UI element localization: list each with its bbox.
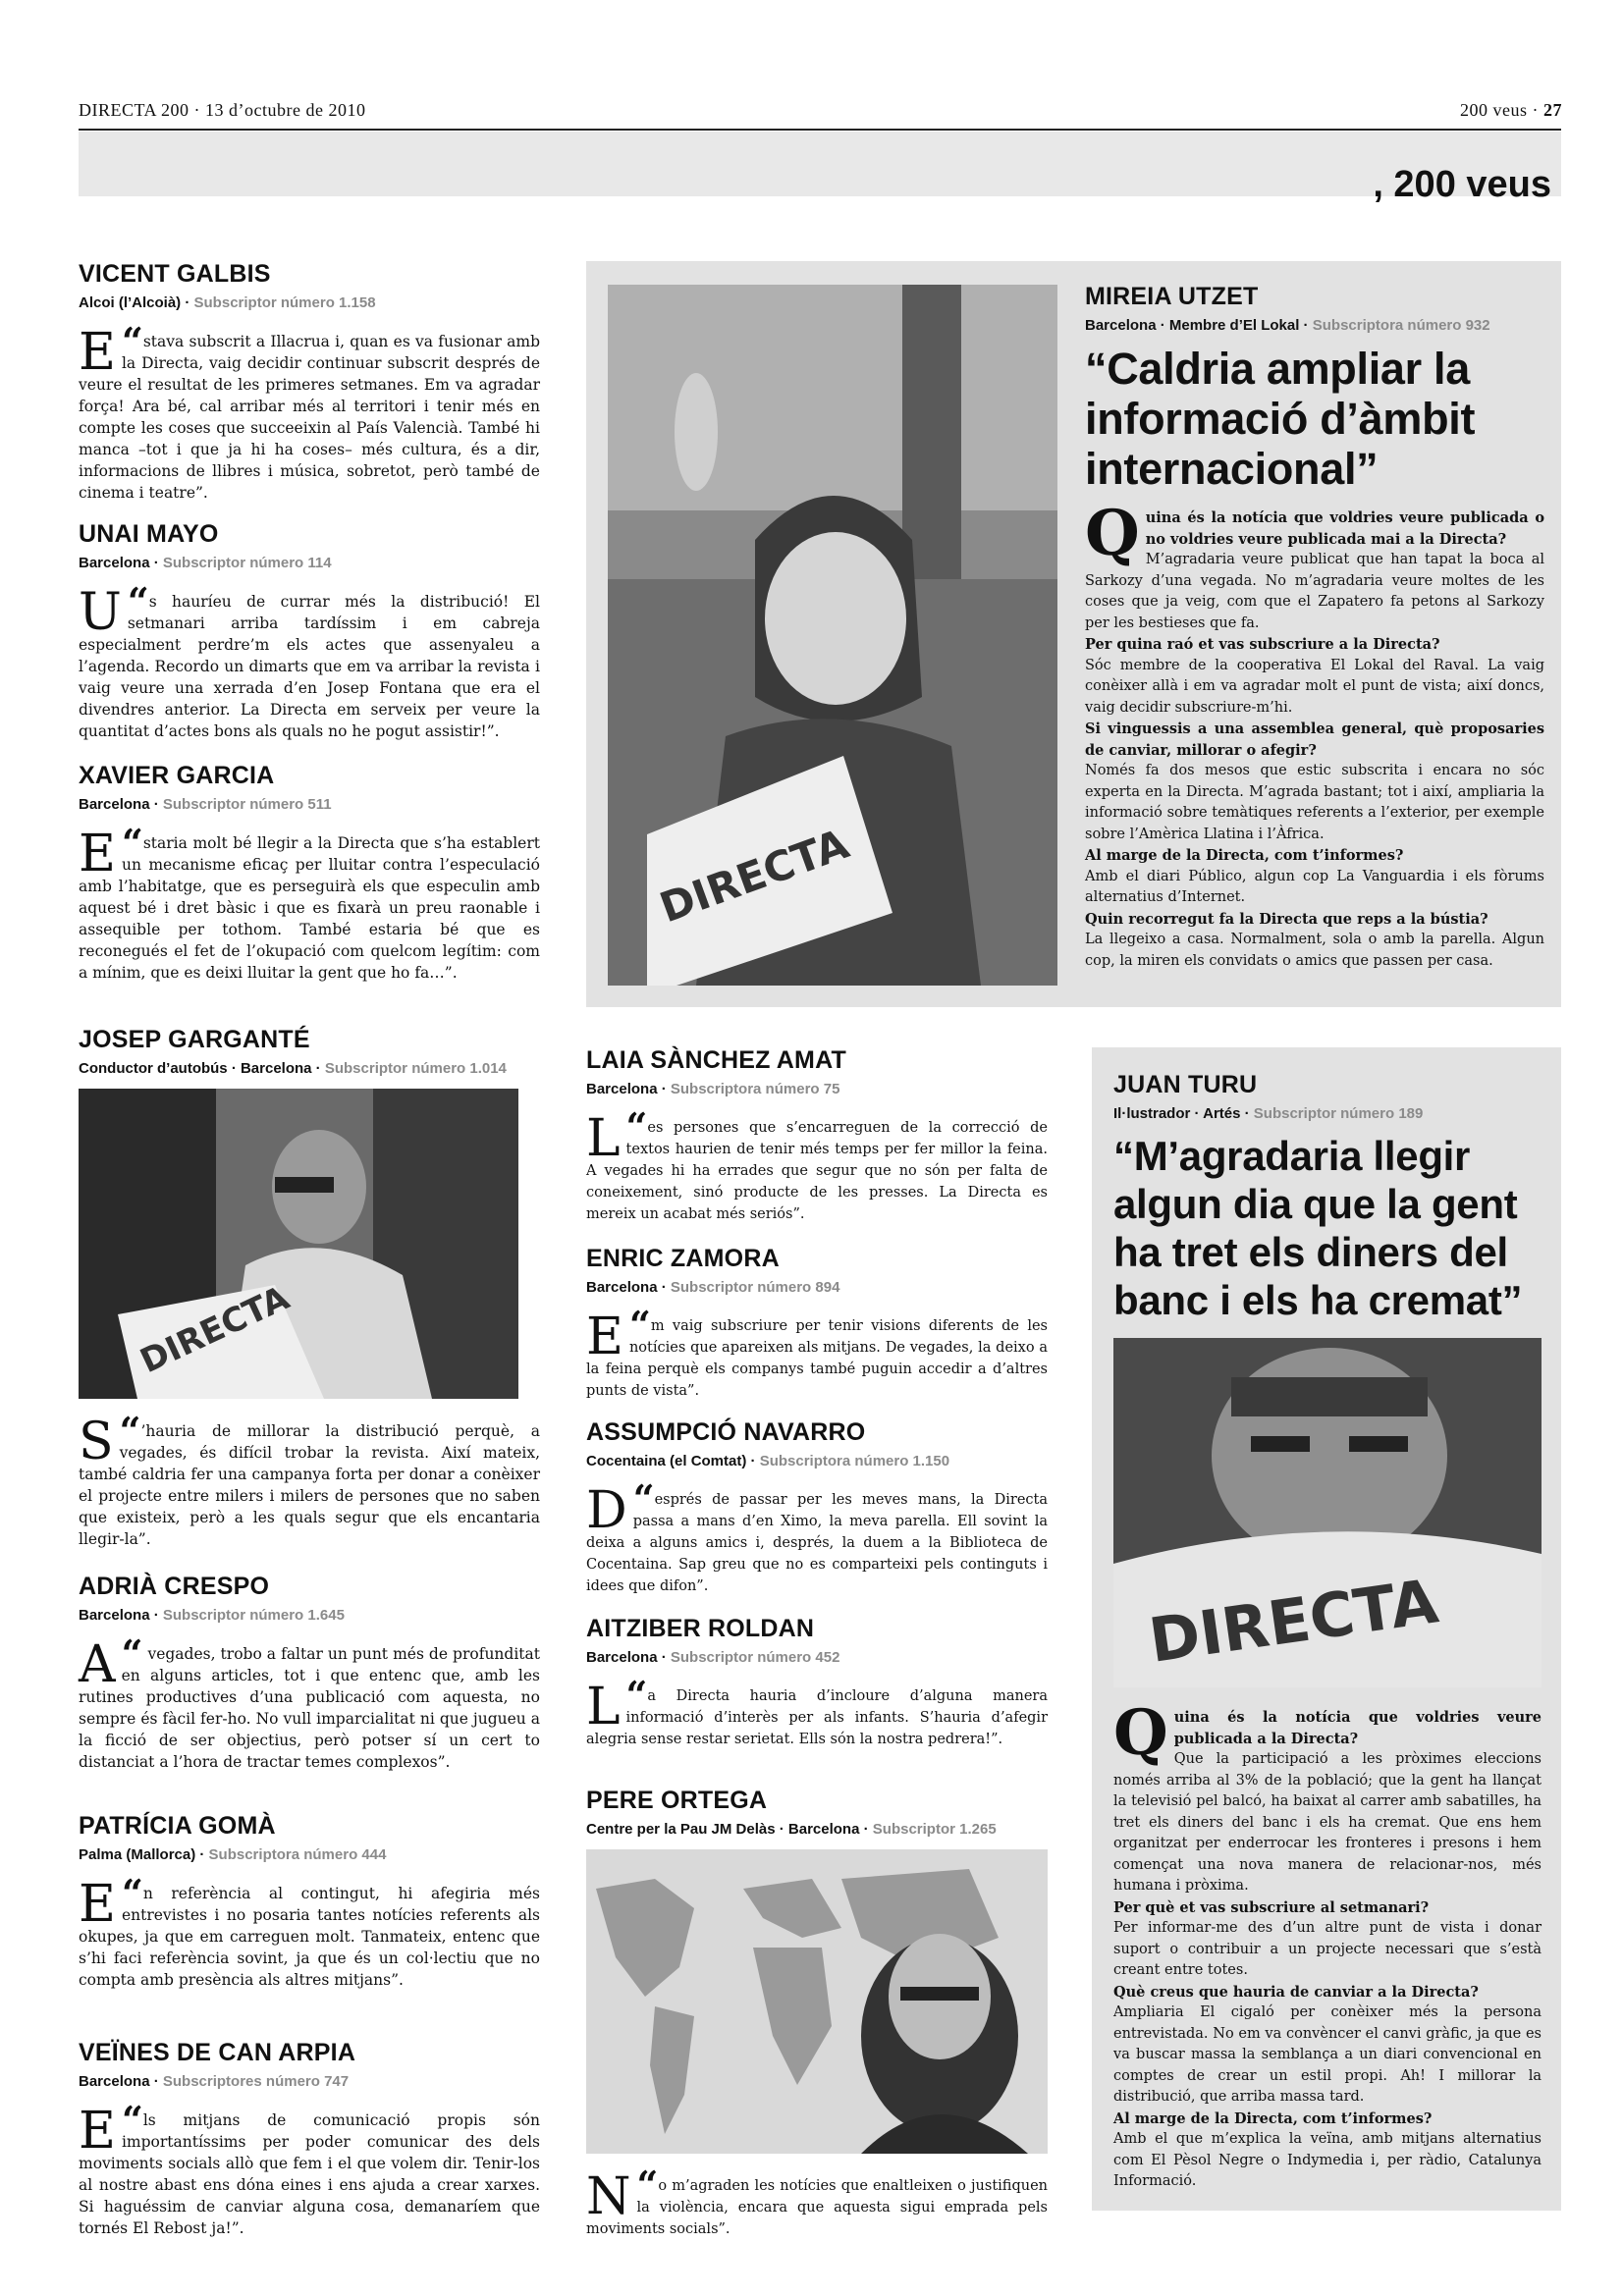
quote-text	[586, 1303, 1048, 1402]
drop-cap: E	[586, 1308, 623, 1366]
testimonial-adria	[79, 1573, 540, 1773]
meta-location: Barcelona ·	[586, 1081, 671, 1097]
testimonial-veines	[79, 2039, 540, 2239]
person-meta	[1085, 317, 1544, 334]
quote-text	[586, 1476, 1048, 1597]
open-quote-mark: “	[625, 1104, 648, 1148]
meta-location: Centre per la Pau JM Delàs · Barcelona ·	[586, 1821, 873, 1838]
drop-cap: E	[79, 2102, 116, 2161]
person-meta	[586, 1453, 1048, 1469]
photo-josep-reading	[79, 1089, 518, 1399]
person-name: ENRIC ZAMORA	[586, 1245, 780, 1272]
person-name: PERE ORTEGA	[586, 1787, 768, 1814]
running-header-right	[1460, 100, 1562, 121]
meta-location: Barcelona ·	[586, 1649, 671, 1666]
person-meta	[79, 294, 540, 311]
quote-text	[586, 2163, 1048, 2240]
question: Al marge de la Directa, com t’informes?	[1113, 2109, 1433, 2127]
header-rule	[79, 129, 1561, 131]
feature-box-mireia	[586, 261, 1561, 1007]
open-quote-mark: “	[636, 2163, 659, 2207]
answer: Que la participació a les pròximes eleccions només arriba al 3% de la població; que la gent ha llançat la televisió pel balcó, ha baixat al carrer amb sabatilles, ha tret els diners del banc i els ha cremat. Que ens hem organitzat per enderrocar les fronteres i presons i hem començat una nova manera de relacionar-nos, més humana i pròxima.	[1113, 1751, 1542, 1894]
testimonial-pere	[586, 1787, 1048, 2240]
quote-body: stava subscrit a Illacrua i, quan es va fusionar amb la Directa, vaig decidir continuar subscrit després de veure el resultat de les primeres setmanes. Em va agradar força! Ara bé, cal arribar més al territori i tenir més en compte les coses que succeeixin al País Valencià. També hi manca –tot i que ja hi ha coses– més cultura, és a dir, informacions de llibres i música, sobretot, però també de cinema i teatre”.	[79, 333, 540, 502]
drop-cap: Q	[1085, 497, 1140, 570]
open-quote-mark: “	[121, 1871, 143, 1915]
person-meta	[586, 1081, 1048, 1097]
quote-body: a Directa hauria d’incloure d’alguna manera informació d’interès per als infants. S’hauria d’afegir alegria sense restar serietat. Ells són la nostra pedrera!”.	[586, 1688, 1048, 1747]
drop-cap: S	[79, 1413, 114, 1471]
drop-cap: D	[586, 1481, 627, 1540]
person-meta	[1113, 1105, 1542, 1122]
person-name: AITZIBER ROLDAN	[586, 1615, 815, 1642]
drop-cap: U	[79, 583, 122, 642]
drop-cap: Q	[1113, 1696, 1168, 1770]
svg-text:DIRECTA: DIRECTA	[1144, 1565, 1442, 1677]
meta-location: Barcelona · Membre d’El Lokal ·	[1085, 317, 1313, 334]
open-quote-mark: “	[121, 821, 143, 865]
meta-subscriber: Subscriptor número 114	[162, 555, 332, 571]
meta-location: Barcelona ·	[586, 1279, 671, 1296]
question-text: uina és la notícia que voldries veure publicada a la Directa?	[1173, 1709, 1542, 1747]
person-name: UNAI MAYO	[79, 520, 219, 548]
person-meta	[79, 1607, 540, 1624]
drop-cap: N	[586, 2167, 631, 2226]
person-name: ADRIÀ CRESPO	[79, 1573, 270, 1600]
question	[1113, 1696, 1542, 1770]
quote-body: es persones que s’encarreguen de la correcció de textos haurien de tenir més temps per fer millor la feina. A vegades hi ha errades que segur que no són per falta de coneixement, sinó producte de les presses. La Directa es mereix un acabat més seriós”.	[586, 1120, 1048, 1222]
open-quote-mark: “	[121, 2098, 143, 2142]
quote-text	[79, 2098, 540, 2239]
person-name: JUAN TURU	[1113, 1071, 1258, 1098]
open-quote-mark: “	[127, 579, 149, 623]
quote-text	[79, 821, 540, 984]
meta-location: Barcelona ·	[79, 555, 163, 571]
answer: Sóc membre de la cooperativa El Lokal del Raval. La vaig conèixer allà i em va agradar molt el punt de vista; així doncs, vaig decidir subscriure-m’hi.	[1085, 657, 1544, 716]
open-quote-mark: “	[119, 1409, 141, 1453]
quote-body: s hauríeu de currar més la distribució! El setmanari arriba tardíssim i em cabreja especialment perdre’m els actes que assenyaleu a l’agenda. Recordo un dimarts que em va arribar la revista i vaig veure una xerrada d’en Josep Fontana que era el divendres anterior. La Directa em serveix per veure la quantitat d’actes bons als quals no he pogut assistir!”.	[79, 593, 540, 740]
person-meta	[79, 555, 540, 571]
testimonial-assumpcio	[586, 1418, 1048, 1597]
answer: Ampliaria El cigaló per conèixer més la persona entrevistada. No em va convèncer el canvi gràfic, ja que es va buscar massa la semblança a un diari convencional en comptes de crear un estil propi. Ah! I millorar la distribució, que arriba massa tard.	[1113, 2004, 1542, 2105]
quote-text	[79, 1409, 540, 1550]
meta-subscriber: Subscriptor número 894	[670, 1279, 840, 1296]
meta-location: Cocentaina (el Comtat) ·	[586, 1453, 760, 1469]
quote-body: esprés de passar per les meves mans, la Directa passa a mans d’en Ximo, la meva parella. Ell sovint la deixa a alguns amics i, després, la duem a la Biblioteca de Cocentaina. Sap greu que no es comparteixi pels continguts i idees que difon”.	[586, 1492, 1048, 1594]
person-name: VEÏNES DE CAN ARPIA	[79, 2039, 356, 2066]
meta-subscriber: Subscriptor número 511	[162, 796, 332, 813]
person-meta	[586, 1649, 1048, 1666]
meta-subscriber: Subscriptor 1.265	[872, 1821, 997, 1838]
quote-body: ’hauria de millorar la distribució perquè, a vegades, és difícil trobar la revista. Així mateix, també caldria fer una campanya forta per donar a conèixer el projecte entre milers i milers de persones que no saben que existeix, però a les quals segur que els encantaria llegir-la”.	[79, 1422, 540, 1548]
person-name: MIREIA UTZET	[1085, 283, 1259, 310]
person-name: JOSEP GARGANTÉ	[79, 1026, 310, 1053]
open-quote-mark: “	[121, 1631, 143, 1676]
quote-text	[79, 319, 540, 504]
drop-cap: E	[79, 825, 116, 883]
meta-location: Palma (Mallorca) ·	[79, 1846, 209, 1863]
answer: Per informar-me des d’un altre punt de vista i donar suport o contribuir a un projecte necessari que s’està creant entre totes.	[1113, 1920, 1542, 1978]
drop-cap: E	[79, 1875, 116, 1934]
quote-body: vegades, trobo a faltar un punt més de profunditat en alguns articles, tot i que entenc que, amb les rutines productives d’una publicació com aquesta, no sempre és fàcil fer-ho. No vull imparcialitat ni que jugueu a la ficció de ser objectius, però potser sí un cert to distanciat a l’hora de tractar temes complexos”.	[79, 1645, 540, 1771]
question	[1085, 497, 1544, 570]
quote-text	[586, 1673, 1048, 1750]
quote-body: ls mitjans de comunicació propis són importantíssims per poder comunicar des dels moviments socials allò que fem i el que volem dir. Tenir-los al nostre abast ens dóna eines i ens ajuda a crear xarxes. Si haguéssim de canviar alguna cosa, demanaríem que tornés El Rebost ja!”.	[79, 2111, 540, 2237]
headline-quote: “Caldria ampliar la informació d’àmbit internacional”	[1085, 344, 1476, 494]
answer: Amb el diari Público, algun cop La Vanguardia i els fòrums alternatius d’Internet.	[1085, 868, 1544, 905]
headline-quote: “M’agradaria llegir algun dia que la gent ha tret els diners del banc i els ha cremat”	[1113, 1133, 1523, 1323]
meta-subscriber: Subscriptor número 452	[670, 1649, 840, 1666]
quote-text	[79, 579, 540, 742]
meta-location: Barcelona ·	[79, 796, 163, 813]
quote-text	[586, 1104, 1048, 1225]
running-header-left: DIRECTA 200 · 13 d’octubre de 2010	[79, 100, 366, 120]
photo-juan-reading	[1113, 1338, 1542, 1687]
page-number: 27	[1543, 100, 1562, 120]
feature-box-juan	[1092, 1047, 1561, 2211]
meta-subscriber: Subscriptora número 444	[208, 1846, 387, 1863]
meta-location: Il·lustrador · Artés ·	[1113, 1105, 1254, 1122]
section-label: 200 veus ·	[1460, 100, 1543, 120]
section-title: , 200 veus	[1373, 164, 1551, 205]
person-meta	[79, 2073, 540, 2090]
meta-subscriber: Subscriptor número 1.158	[193, 294, 376, 311]
answer: La llegeixo a casa. Normalment, sola o amb la parella. Algun cop, la miren els convidats o amics que passen per casa.	[1085, 932, 1544, 969]
interview-juan	[1113, 1071, 1542, 2193]
interview-text	[1085, 497, 1544, 972]
meta-location: Conductor d’autobús · Barcelona ·	[79, 1060, 325, 1077]
photo-pere-world-map	[586, 1849, 1048, 2154]
meta-subscriber: Subscriptor número 1.645	[162, 1607, 345, 1624]
testimonial-unai	[79, 520, 540, 742]
photo-mireia	[608, 285, 1057, 986]
person-meta	[79, 1060, 540, 1077]
quote-body: n referència al contingut, hi afegiria més entrevistes i no posaria tantes notícies referents als okupes, ja que em carreguen molt. Tanmateix, entenc que s’hi faci referència sovint, ja que és un col·lectiu que no compta amb presència als altres mitjans”.	[79, 1885, 540, 1989]
drop-cap: L	[586, 1678, 621, 1736]
answer: M’agradaria veure publicat que han tapat la boca al Sarkozy d’una vegada. No m’agradaria veure moltes de les coses que ja veig, com que el Zapatero fa petons al Sarkozy per les bestieses que fa.	[1085, 552, 1544, 631]
person-name: LAIA SÀNCHEZ AMAT	[586, 1046, 846, 1074]
quote-body: staria molt bé llegir a la Directa que s’ha establert un mecanisme eficaç per lluitar contra l’especulació amb l’habitatge, que es perseguirà els que especulin amb aquest bé i dret bàsic i que es fixarà un preu raonable i assequible per tothom. També estaria bé que es reconegués el fet de l’okupació com quelcom legítim: com a mínim, que es deixi lluitar la gent que ho fa…”.	[79, 834, 540, 982]
testimonial-patricia	[79, 1812, 540, 1991]
question: Al marge de la Directa, com t’informes?	[1085, 847, 1404, 864]
meta-subscriber: Subscriptores número 747	[162, 2073, 350, 2090]
svg-text:DIRECTA: DIRECTA	[134, 1278, 296, 1382]
question: Per què et vas subscriure al setmanari?	[1113, 1898, 1430, 1916]
person-name: ASSUMPCIÓ NAVARRO	[586, 1418, 866, 1446]
open-quote-mark: “	[628, 1303, 651, 1347]
person-meta	[79, 1846, 540, 1863]
meta-location: Barcelona ·	[79, 2073, 163, 2090]
testimonial-josep	[79, 1026, 540, 1550]
testimonial-laia	[586, 1046, 1048, 1225]
person-meta	[79, 796, 540, 813]
meta-subscriber: Subscriptor número 1.014	[324, 1060, 507, 1077]
person-name: PATRÍCIA GOMÀ	[79, 1812, 276, 1840]
answer: Només fa dos mesos que estic subscrita i encara no sóc experta en la Directa. M’agrada bastant; tot i així, ampliaria la informació sobre temàtiques referents a l’exterior, per exemple sobre l’Amèrica Llatina i l’Àfrica.	[1085, 763, 1544, 842]
answer: Amb el que m’explica la veïna, amb mitjans alternatius com El Pèsol Negre o Indymedia i, per ràdio, Catalunya Informació.	[1113, 2131, 1542, 2189]
person-name: XAVIER GARCIA	[79, 762, 275, 789]
meta-location: Barcelona ·	[79, 1607, 163, 1624]
meta-location: Alcoi (l’Alcoià) ·	[79, 294, 194, 311]
section-banner	[79, 132, 1561, 205]
testimonial-aitziber	[586, 1615, 1048, 1750]
meta-subscriber: Subscriptora número 932	[1312, 317, 1490, 334]
meta-subscriber: Subscriptora número 75	[670, 1081, 840, 1097]
drop-cap: E	[79, 323, 116, 382]
svg-text:DIRECTA: DIRECTA	[653, 819, 855, 933]
person-name: VICENT GALBIS	[79, 260, 271, 288]
quote-text	[79, 1631, 540, 1773]
interview-mireia	[1085, 283, 1544, 972]
drop-cap: A	[79, 1635, 116, 1694]
testimonial-xavier	[79, 762, 540, 984]
open-quote-mark: “	[121, 319, 143, 363]
question: Què creus que hauria de canviar a la Directa?	[1113, 1983, 1479, 2001]
person-meta	[586, 1821, 1048, 1838]
meta-subscriber: Subscriptora número 1.150	[759, 1453, 950, 1469]
quote-text	[79, 1871, 540, 1991]
testimonial-vicent	[79, 260, 540, 504]
testimonial-enric	[586, 1245, 1048, 1402]
person-meta	[586, 1279, 1048, 1296]
question: Quin recorregut fa la Directa que reps a la bústia?	[1085, 910, 1488, 928]
drop-cap: L	[586, 1109, 621, 1168]
quote-body: o m’agraden les notícies que enaltleixen o justifiquen la violència, encara que aquesta sigui emprada pels moviments socials”.	[586, 2178, 1048, 2237]
open-quote-mark: “	[625, 1673, 648, 1717]
quote-body: m vaig subscriure per tenir visions diferents de les notícies que apareixen als mitjans. De vegades, la deixo a la feina perquè els companys també puguin accedir a d’altres punts de vista”.	[586, 1318, 1048, 1399]
question-text: uina és la notícia que voldries veure publicada o no voldries veure publicada mai a la Directa?	[1145, 509, 1544, 548]
meta-subscriber: Subscriptor número 189	[1253, 1105, 1424, 1122]
interview-text	[1113, 1696, 1542, 2193]
question: Si vinguessis a una assemblea general, què proposaries de canviar, millorar o afegir?	[1085, 721, 1544, 759]
open-quote-mark: “	[632, 1476, 655, 1521]
question: Per quina raó et vas subscriure a la Directa?	[1085, 636, 1440, 653]
